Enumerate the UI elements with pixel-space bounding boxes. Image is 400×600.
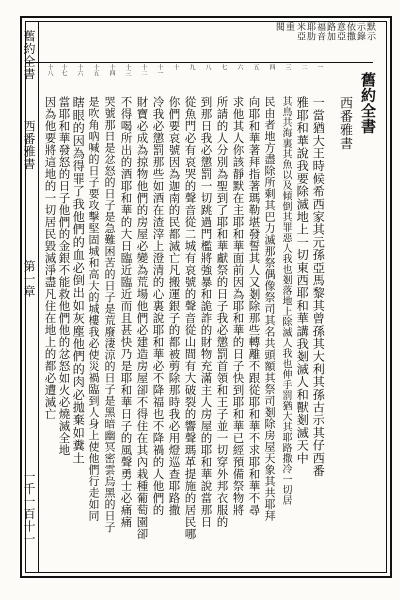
note-column: 米亞: [295, 22, 305, 41]
text-column: 冷我必懲罰那些如酒在渣滓上澄清的心裏說耶和華必不降福也不降禍的人他們的: [151, 96, 166, 516]
note-column: 意亞: [335, 22, 345, 41]
verse-number: 五: [252, 64, 259, 70]
note-column: 重: [284, 22, 294, 32]
verse-number: 十四: [108, 64, 115, 76]
verse-number: 十一: [156, 64, 163, 76]
text-column: 求他其人你該靜默在主耶和華面前因為耶和華的日子快到耶和華已經預備祭物將: [231, 96, 246, 516]
text-column: 所請的人分別為聖到了耶和華獻祭的日子我必懲罰首領和王子並一切穿外邦衣服的: [215, 96, 230, 528]
verse-number: 六: [236, 64, 243, 70]
spine-divider: [38, 22, 39, 572]
verse-number: 十五: [92, 64, 99, 76]
note-column: 福音: [315, 22, 325, 41]
text-column: 從魚門必有哀哭的聲音從二城有哀號的聲音從山間有大破裂的響聲瑪革提施的居民哪: [183, 96, 198, 540]
text-column: 財寶必成為掠物他們的房屋必變為荒場他們必建造房屋卻不得住在其內栽種葡萄園卻: [135, 96, 150, 540]
text-column: 一當猶大王時候希西家其元孫亞馬黎其曾孫其大利其孫古示其仔西番: [311, 96, 326, 477]
text-column: 當耶和華發怒的日子他們的金銀不能救他們他的忿怒如火必燒滅全地: [57, 96, 72, 456]
verse-number: 十六: [76, 64, 83, 76]
verse-number: 七: [220, 64, 227, 70]
text-column: 是吹角吶喊的日子要攻擊堅固城和高大的城樓我必使災禍臨到人身上使他們行走如同: [87, 96, 100, 522]
note-column: 路加: [325, 22, 335, 41]
note-column: 耶肋: [305, 22, 315, 41]
text-column: 因為他要將這地的一切居民毀滅淨盡凡住在地上的都必遭滅亡: [43, 96, 58, 420]
text-column: 民由者地方盡除所剩其巴力滅那祭偶像祭司其名共頭額其祭司剗除房屋天象其共耶拜: [263, 96, 276, 522]
note-column: 依撒: [345, 22, 355, 41]
note-column: 示錄: [355, 22, 365, 41]
text-column: 其鳥共海裏其魚以及傾倒其罪惡人我也剗落地上除滅人我也伸手罰猶大其耶路撒冷一切居: [280, 96, 291, 506]
verse-number: 一: [316, 64, 323, 70]
book-title: 舊約全書: [359, 72, 377, 134]
footer-chapter: 第一章: [22, 260, 36, 298]
verse-number: 十八: [46, 64, 53, 76]
section-title: 西番雅書: [337, 96, 352, 150]
footer-section-title: 西番雅書: [22, 120, 36, 170]
text-column: 哭號那日是忿怒的日子是急難困苦的日子是荒廢淒涼的日子是黑暗幽冥密雲烏黑的日子: [103, 96, 116, 533]
footer-page-number: 一千一百十一: [22, 470, 36, 545]
verse-number: 十: [172, 64, 179, 70]
verse-number: 十七: [60, 64, 67, 76]
text-column: 向耶和華著拜指著瑪勒堪發誓其人又剗除那些轉離不跟從耶和華不求耶和華不尋: [247, 96, 262, 516]
text-column: 到那日我必懲罰一切跳過門檻將強暴和詭詐的財物充滿主人房屋的耶和華說當那日: [199, 96, 214, 528]
text-column: 你們要哀號因為迦南的民都滅亡凡搬運銀子的都被剪除那時我必用燈巡查耶路撒: [167, 96, 182, 516]
verse-number: 八: [204, 64, 211, 70]
verse-number: 三: [284, 64, 291, 70]
verse-number: 十二: [140, 64, 147, 76]
text-column: 不得喝所出的酒耶和華的大日臨近臨近而且甚快乃是耶和華日子的風聲勇士必痛痛: [119, 96, 134, 528]
verse-number: 四: [268, 64, 275, 70]
text-column: 瞎眼的因為得罪了我他們的血必倒出如灰塵他們的肉必拋棄如糞土: [71, 96, 86, 465]
verse-number: 十三: [124, 64, 131, 76]
notes-divider: [26, 62, 373, 63]
footer-book-title: 舊約全書: [22, 30, 36, 80]
note-column: 閱: [274, 22, 284, 32]
text-column: 雅耶和華說我要除滅地上一切東西耶和華講我剗滅人和獸剗滅天中: [295, 96, 310, 465]
note-column: 默示: [365, 22, 375, 41]
verse-number: 九: [188, 64, 195, 70]
verse-number: 二: [300, 64, 307, 70]
